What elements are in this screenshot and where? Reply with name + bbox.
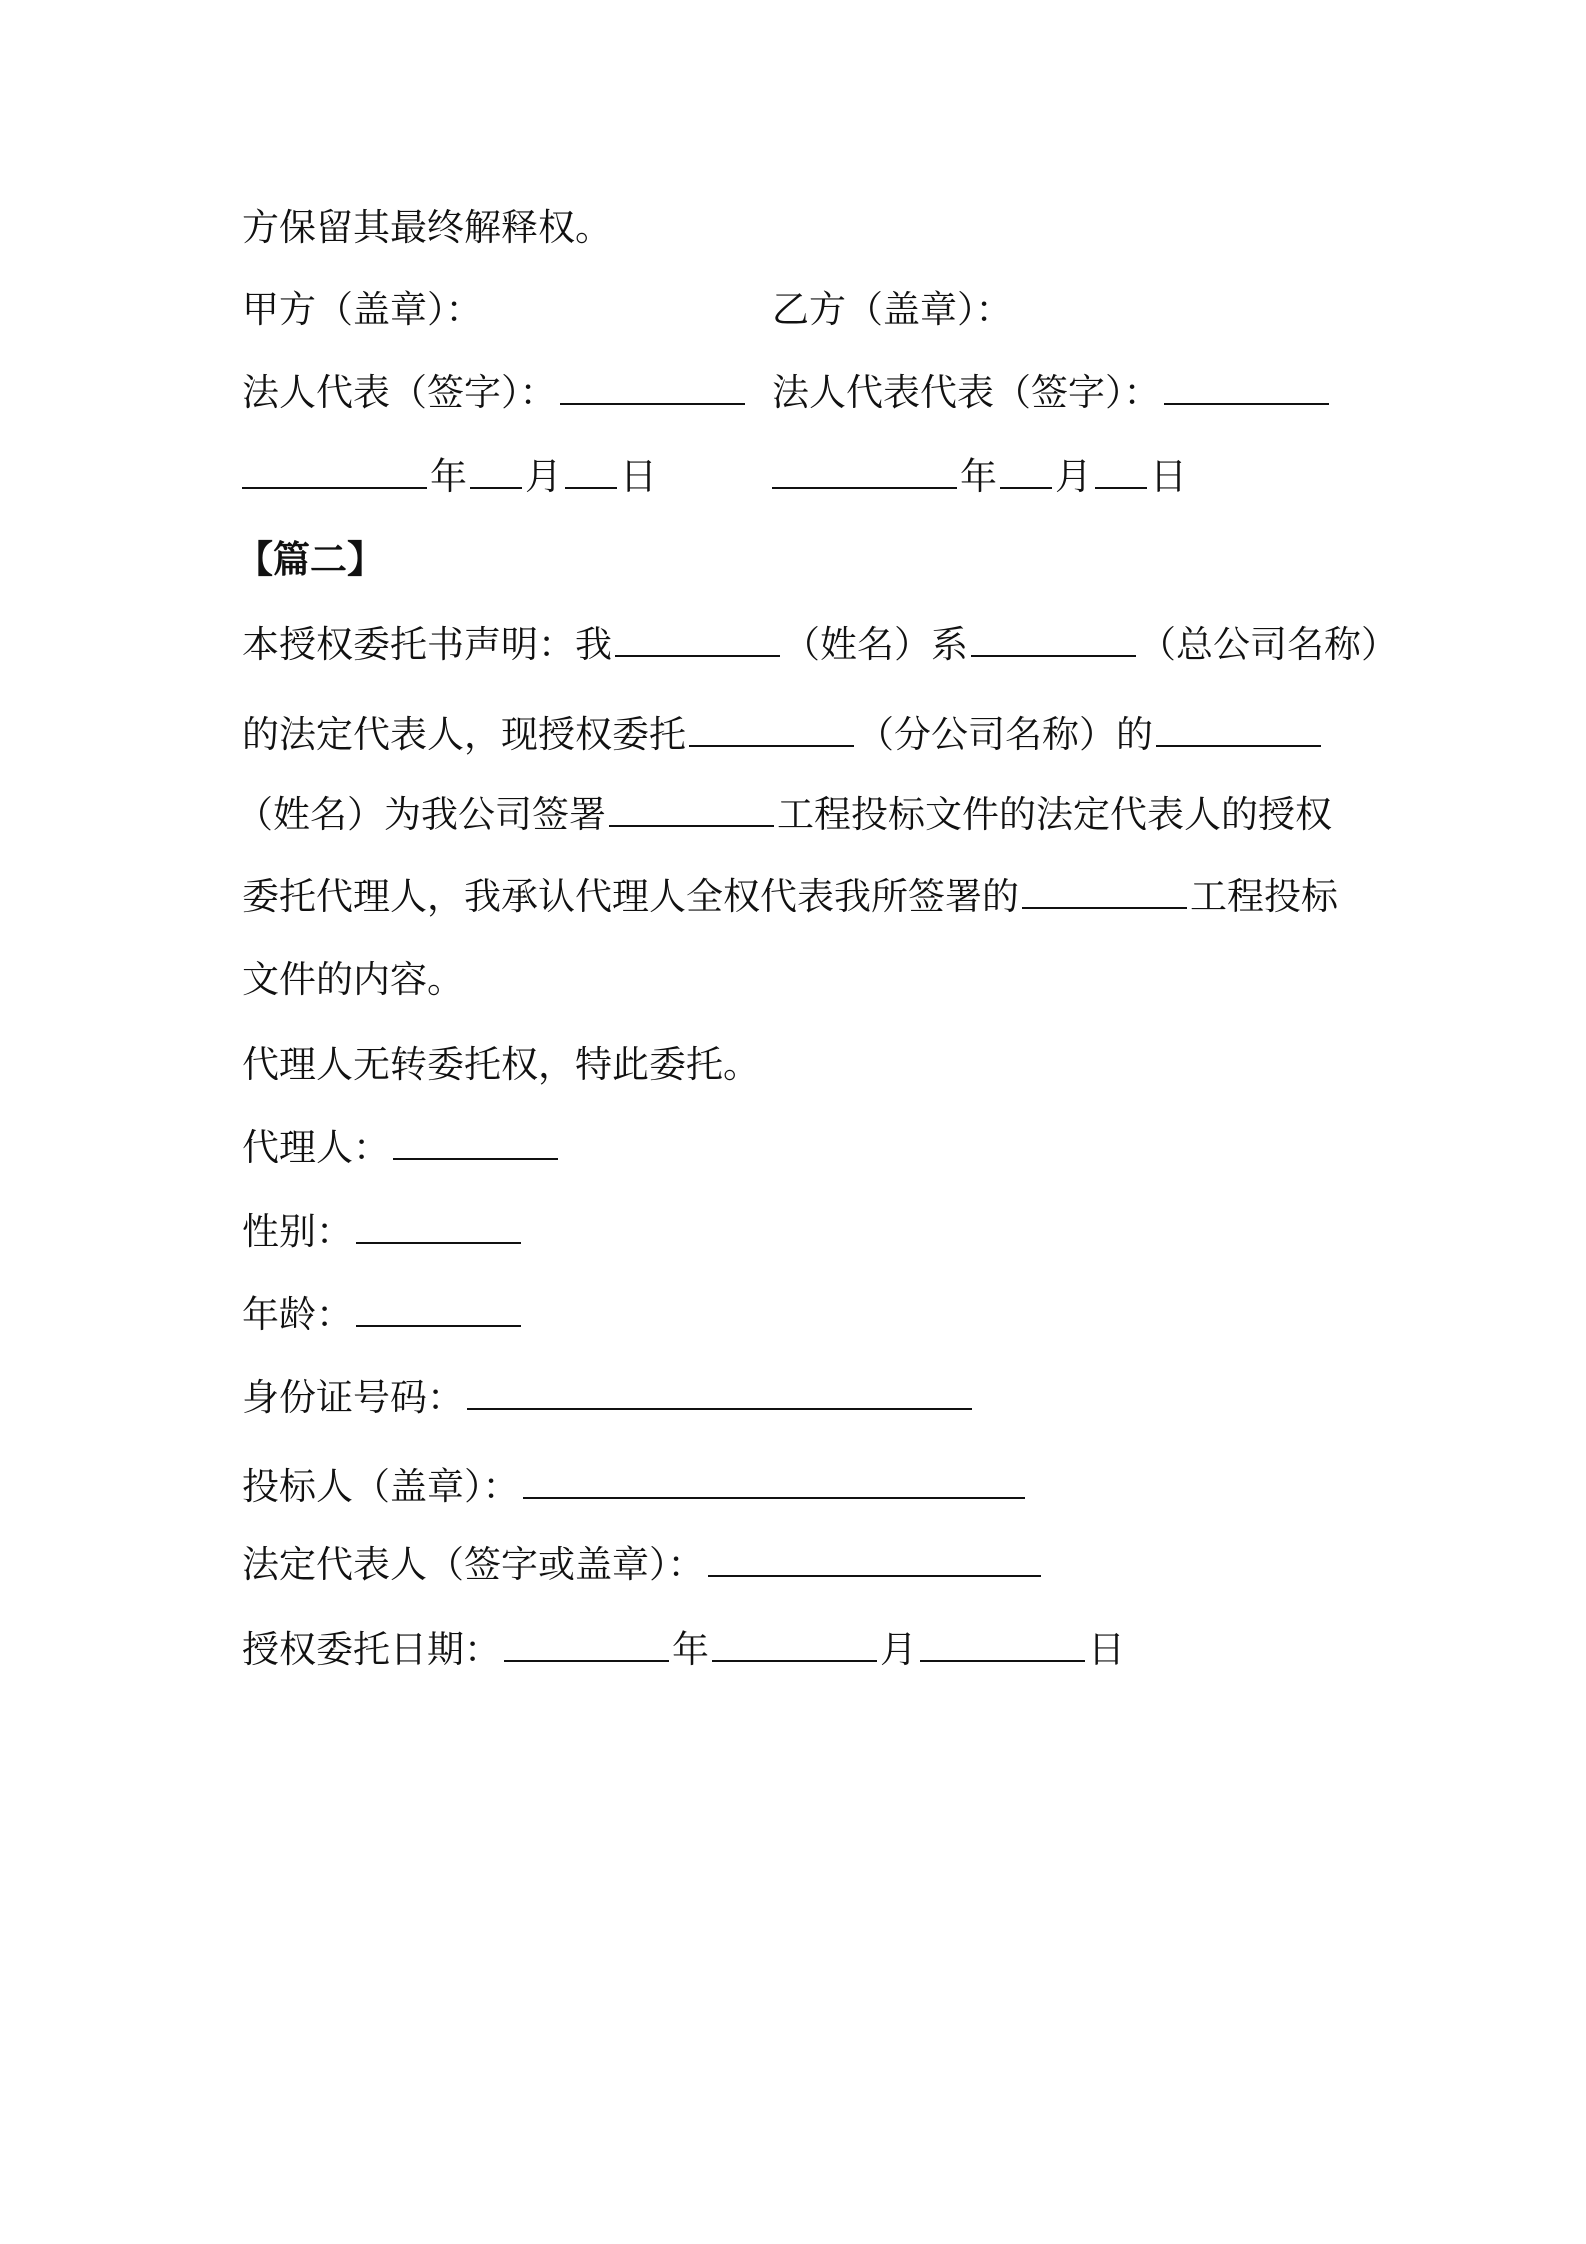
blank-line: [1000, 457, 1052, 489]
paragraph-line-2: 的法定代表人，现授权委托 （分公司名称）的: [242, 710, 1324, 760]
blank-line: [708, 1545, 1041, 1577]
blank-line: [356, 1212, 521, 1244]
party-b-date-line: 年 月 日: [772, 452, 1187, 502]
blank-line: [470, 457, 522, 489]
blank-line: [1022, 877, 1187, 909]
blank-line: [609, 795, 774, 827]
paragraph-line-1: 本授权委托书声明：我 （姓名）系 （总公司名称）: [242, 623, 1398, 666]
blank-line: [1095, 457, 1147, 489]
blank-line: [920, 1630, 1085, 1662]
party-a-rep-line: 法人代表（签字）：: [242, 368, 748, 418]
party-a-seal-label: 甲方（盖章）：: [242, 288, 483, 331]
agent-field: 代理人：: [242, 1123, 561, 1173]
blank-line: [712, 1630, 877, 1662]
blank-line: [504, 1630, 669, 1662]
legal-rep-sign-field: 法定代表人（签字或盖章）：: [242, 1540, 1044, 1590]
auth-date-field: 授权委托日期： 年 月 日: [242, 1628, 1125, 1671]
blank-line: [523, 1467, 1025, 1499]
paragraph-line-6: 代理人无转委托权，特此委托。: [242, 1043, 760, 1086]
text-line-final-interpretation: 方保留其最终解释权。: [242, 206, 612, 249]
bidder-seal-field: 投标人（盖章）：: [242, 1462, 1028, 1512]
blank-line: [560, 373, 745, 405]
blank-line: [467, 1378, 972, 1410]
paragraph-line-3: （姓名）为我公司签署 工程投标文件的法定代表人的授权: [236, 793, 1332, 836]
blank-line: [689, 715, 854, 747]
section-heading: 【篇二】: [236, 538, 384, 581]
party-b-seal-label: 乙方（盖章）：: [772, 288, 1013, 331]
blank-line: [1164, 373, 1329, 405]
party-a-date-line: 年 月 日: [242, 452, 657, 502]
blank-line: [615, 625, 780, 657]
blank-line: [242, 457, 427, 489]
blank-line: [565, 457, 617, 489]
gender-field: 性别：: [242, 1207, 524, 1257]
blank-line: [772, 457, 957, 489]
paragraph-line-5: 文件的内容。: [242, 958, 464, 1001]
blank-line: [971, 625, 1136, 657]
party-b-rep-line: 法人代表代表（签字）：: [772, 368, 1332, 418]
blank-line: [1156, 715, 1321, 747]
age-field: 年龄：: [242, 1290, 524, 1340]
id-number-field: 身份证号码：: [242, 1373, 975, 1423]
paragraph-line-4: 委托代理人，我承认代理人全权代表我所签署的 工程投标: [242, 875, 1338, 918]
blank-line: [356, 1295, 521, 1327]
blank-line: [393, 1128, 558, 1160]
